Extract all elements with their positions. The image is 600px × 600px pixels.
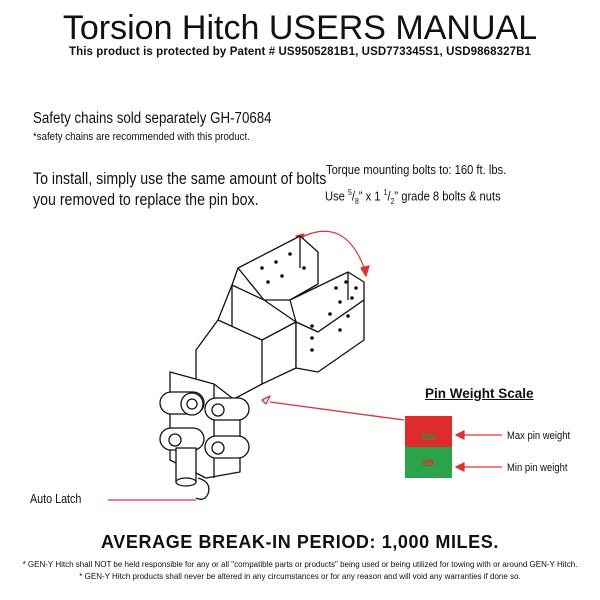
arrow-head-right — [361, 266, 369, 276]
fraction1-numerator: 5 — [347, 188, 352, 197]
max-pin-weight-label: Max pin weight — [507, 430, 571, 442]
safety-chains-note: *safety chains are recommended with this product. — [33, 131, 250, 143]
torque-spec: Torque mounting bolts to: 160 ft. lbs. — [326, 162, 507, 177]
scale-max-zone — [405, 416, 452, 447]
install-instruction-line2: you removed to replace the pin box. — [33, 191, 259, 209]
scale-indicator-mark — [262, 396, 270, 404]
scale-indicator-leader — [270, 402, 404, 420]
fraction2-numerator: 1 — [383, 188, 388, 197]
disclaimer-1: * GEN-Y Hitch shall NOT be held responsible for any or all "compatible parts or products" being used or being utilized for towing with or around GEN-Y Hitch. — [22, 560, 578, 569]
page-title: Torsion Hitch USERS MANUAL — [62, 9, 538, 47]
auto-latch-hook — [196, 478, 209, 499]
fraction2-denominator: 2 — [390, 196, 395, 206]
pin-weight-scale — [405, 416, 452, 478]
mount-plate-left — [238, 236, 318, 300]
king-pin — [176, 448, 196, 482]
bolt-spec: Use $^5/_8$” x 1 $^1/_2$” grade 8 bolts & nuts — [325, 188, 501, 206]
min-pin-weight-label: Min pin weight — [507, 462, 568, 474]
safety-chains-text: Safety chains sold separately GH-70684 — [33, 110, 272, 127]
torsion-link-lower-left — [160, 428, 204, 450]
break-in-period: AVERAGE BREAK-IN PERIOD: 1,000 MILES. — [101, 532, 499, 552]
bolt-spec-mid: ” x 1 — [358, 188, 384, 204]
min-mark: MIN — [423, 460, 434, 466]
disclaimer-2: * GEN-Y Hitch products shall never be altered in any circumstances or for any reason and will void any warranties if done so. — [79, 572, 521, 581]
bolt-spec-prefix: Use — [325, 188, 348, 204]
bolt-spec-suffix: ” grade 8 bolts & nuts — [394, 188, 501, 204]
auto-latch-label: Auto Latch — [30, 492, 82, 506]
fraction1-denominator: 8 — [354, 196, 359, 206]
pivot-upper — [181, 393, 203, 415]
patent-notice: This product is protected by Patent # US9505281B1, USD773345S1, USD9868327B1 — [68, 46, 532, 58]
scale-min-zone — [405, 447, 452, 478]
install-instruction-line1: To install, simply use the same amount of bolts — [33, 170, 327, 188]
pin-weight-scale-title: Pin Weight Scale — [425, 386, 534, 401]
max-mark: MAX — [421, 434, 436, 440]
